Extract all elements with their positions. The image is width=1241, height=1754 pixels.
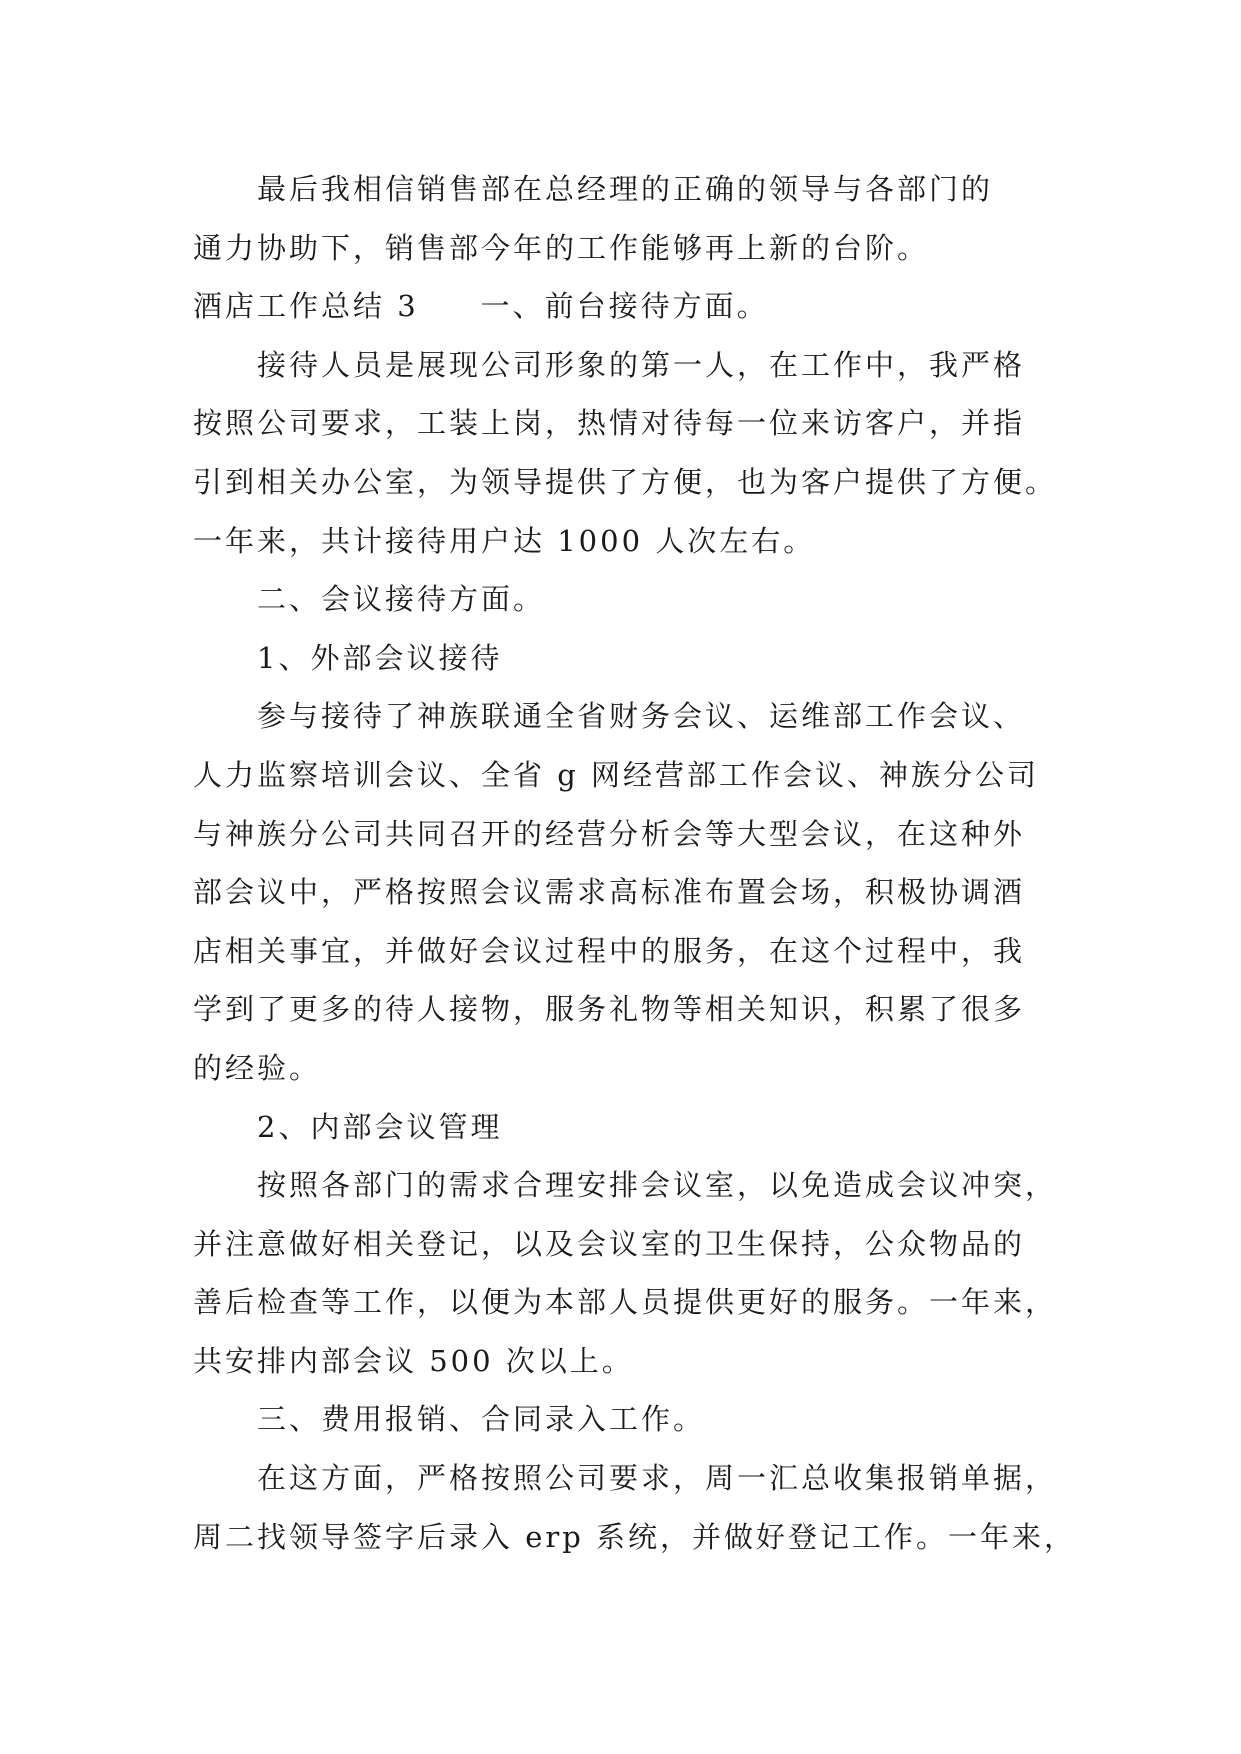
heading-line: 二、会议接待方面。 (257, 582, 546, 617)
paragraph-line: 并注意做好相关登记，以及会议室的卫生保持，公众物品的 (193, 1226, 1026, 1261)
paragraph-line: 按照各部门的需求合理安排会议室，以免造成会议冲突， (257, 1168, 1058, 1203)
paragraph-line: 通力协助下，销售部今年的工作能够再上新的台阶。 (193, 230, 930, 265)
paragraph-line: 店相关事宜，并做好会议过程中的服务，在这个过程中，我 (193, 933, 1026, 968)
subheading-line: 1、外部会议接待 (257, 640, 503, 675)
paragraph-line: 部会议中，严格按照会议需求高标准布置会场，积极协调酒 (193, 875, 1026, 910)
paragraph-line: 接待人员是展现公司形象的第一人，在工作中，我严格 (257, 347, 1026, 382)
document-body (193, 160, 1077, 1566)
paragraph-line: 一年来，共计接待用户达 1000 人次左右。 (193, 523, 816, 558)
section-title-line (193, 277, 1063, 336)
paragraph-line: 学到了更多的待人接物，服务礼物等相关知识，积累了很多 (193, 992, 1026, 1027)
paragraph-line: 善后检查等工作，以便为本部人员提供更好的服务。一年来， (193, 1285, 1058, 1320)
paragraph-line: 与神族分公司共同召开的经营分析会等大型会议，在这种外 (193, 816, 1026, 851)
subheading-line: 2、内部会议管理 (257, 1109, 503, 1144)
paragraph-line: 引到相关办公室，为领导提供了方便，也为客户提供了方便。 (193, 464, 1058, 499)
paragraph-line: 在这方面，严格按照公司要求，周一汇总收集报销单据， (257, 1461, 1058, 1496)
paragraph-line: 共安排内部会议 500 次以上。 (193, 1343, 634, 1378)
heading-line: 三、费用报销、合同录入工作。 (257, 1402, 706, 1437)
paragraph-line: 参与接待了神族联通全省财务会议、运维部工作会议、 (257, 699, 1026, 734)
paragraph-line: 的经验。 (193, 1050, 322, 1085)
paragraph-line: 最后我相信销售部在总经理的正确的领导与各部门的 (257, 172, 994, 206)
section-title: 酒店工作总结 3 (193, 289, 419, 324)
paragraph-line: 按照公司要求，工装上岗，热情对待每一位来访客户，并指 (193, 406, 1026, 441)
paragraph-line: 周二找领导签字后录入 erp 系统，并做好登记工作。一年来， (193, 1519, 1077, 1554)
paragraph-line: 人力监察培训会议、全省 g 网经营部工作会议、神族分公司 (193, 757, 1040, 792)
section-first-heading: 一、前台接待方面。 (480, 289, 769, 324)
